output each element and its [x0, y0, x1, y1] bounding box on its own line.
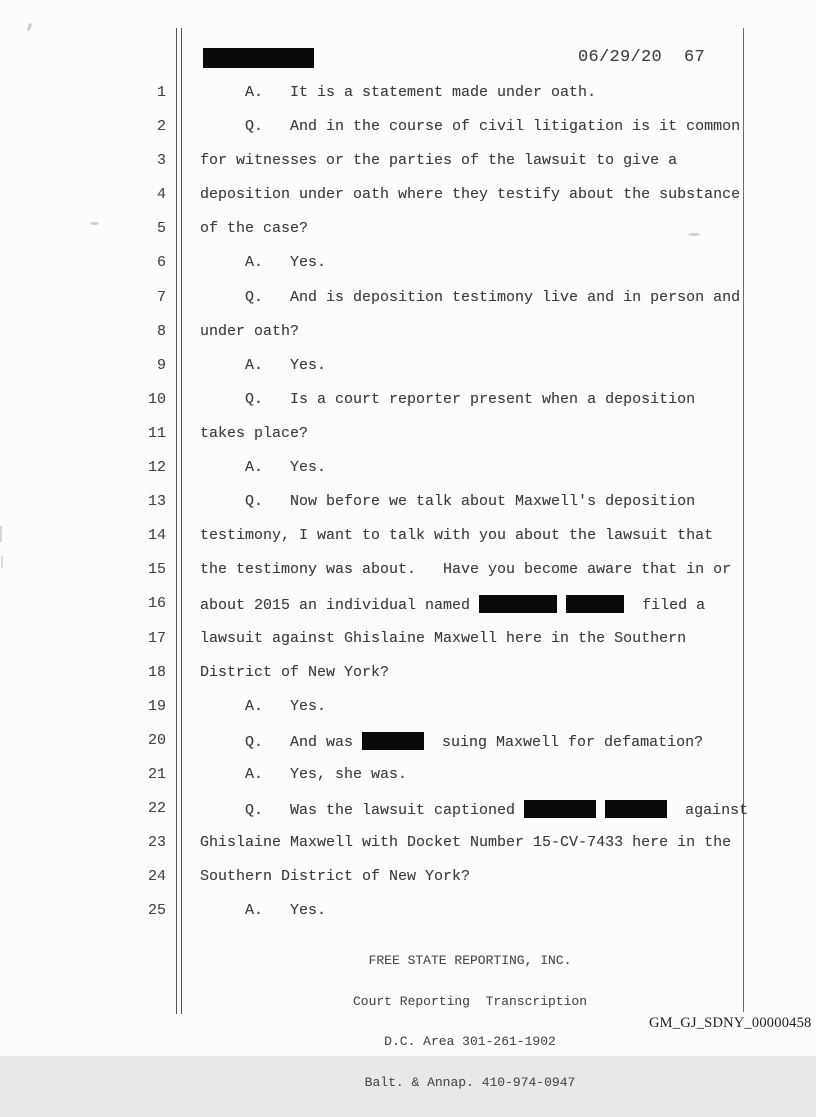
line-text: under oath?	[200, 322, 300, 340]
transcript-line	[0, 732, 816, 766]
transcript-line	[0, 425, 816, 459]
line-number: 5	[156, 220, 166, 238]
transcript-line	[0, 800, 816, 834]
redaction-bar	[362, 732, 424, 750]
footer-line: FREE STATE REPORTING, INC.	[368, 953, 572, 968]
redaction-bar	[605, 800, 667, 818]
transcript-line	[0, 868, 816, 902]
transcript-line	[0, 493, 816, 527]
line-text: Ghislaine Maxwell with Docket Number 15-CV-7433 here in the	[200, 834, 732, 852]
transcript-line	[0, 357, 816, 391]
transcript-line	[0, 630, 816, 664]
transcript-line	[0, 595, 816, 629]
line-text: District of New York?	[200, 663, 390, 681]
line-text: Q. Was the lawsuit captioned against	[200, 801, 749, 819]
line-number: 17	[147, 629, 166, 647]
header-meta	[578, 48, 705, 67]
footer-line: D.C. Area 301-261-1902	[384, 1034, 556, 1049]
transcript-line	[0, 459, 816, 493]
redaction-bar	[479, 595, 557, 613]
transcript-line	[0, 834, 816, 868]
line-text: A. Yes.	[200, 902, 327, 920]
line-text: lawsuit against Ghislaine Maxwell here in the Southern	[200, 629, 687, 647]
transcript-line	[0, 527, 816, 561]
line-number: 25	[147, 902, 166, 920]
transcript-body	[0, 84, 816, 936]
line-text: A. Yes.	[200, 356, 327, 374]
transcript-line	[0, 698, 816, 732]
line-number: 11	[147, 424, 166, 442]
line-number: 4	[156, 186, 166, 204]
line-number: 14	[147, 527, 166, 545]
transcript-line	[0, 664, 816, 698]
line-number: 15	[147, 561, 166, 579]
line-number: 16	[147, 595, 166, 613]
transcript-line	[0, 152, 816, 186]
line-number: 9	[156, 356, 166, 374]
line-text: about 2015 an individual named filed a	[200, 597, 706, 615]
line-text: deposition under oath where they testify about the substance	[200, 186, 741, 204]
line-text: Q. And was suing Maxwell for defamation?	[200, 733, 704, 751]
line-number: 6	[156, 254, 166, 272]
transcript-line	[0, 289, 816, 323]
line-text: Q. Is a court reporter present when a deposition	[200, 390, 696, 408]
line-text: A. It is a statement made under oath.	[200, 84, 597, 101]
line-number: 8	[156, 322, 166, 340]
header-page-number: 67	[684, 48, 706, 67]
line-number: 20	[147, 731, 166, 749]
transcript-line	[0, 391, 816, 425]
line-text: for witnesses or the parties of the lawsuit to give a	[200, 152, 678, 170]
line-number: 22	[147, 799, 166, 817]
redaction-bar-header	[203, 48, 314, 68]
scan-speck	[27, 23, 32, 32]
footer-line: Balt. & Annap. 410-974-0947	[364, 1074, 576, 1090]
transcript-line	[0, 220, 816, 254]
bates-number: GM_GJ_SDNY_00000458	[649, 1015, 812, 1031]
line-number: 18	[147, 663, 166, 681]
line-text: A. Yes, she was.	[200, 765, 408, 783]
line-number: 19	[147, 697, 166, 715]
transcript-line	[0, 766, 816, 800]
footer-line: Court Reporting Transcription	[352, 993, 588, 1009]
line-number: 2	[156, 118, 166, 136]
transcript-line	[0, 323, 816, 357]
transcript-line	[0, 254, 816, 288]
redaction-bar	[566, 595, 624, 613]
line-number: 1	[156, 84, 166, 101]
line-number: 23	[147, 834, 166, 852]
line-text: Q. Now before we talk about Maxwell's deposition	[200, 493, 696, 511]
transcript-line	[0, 118, 816, 152]
line-text: Q. And in the course of civil litigation is it common	[200, 118, 741, 136]
transcript-line	[0, 186, 816, 220]
line-text: of the case?	[200, 220, 309, 238]
line-number: 10	[147, 390, 166, 408]
line-text: A. Yes.	[200, 697, 327, 715]
line-text: A. Yes.	[200, 459, 327, 477]
line-number: 12	[147, 459, 166, 477]
line-text: takes place?	[200, 424, 309, 442]
line-number: 21	[147, 765, 166, 783]
line-text: A. Yes.	[200, 254, 327, 272]
transcript-line	[0, 84, 816, 118]
line-text: testimony, I want to talk with you about the lawsuit that	[200, 527, 714, 545]
line-text: the testimony was about. Have you become aware that in or	[200, 561, 732, 579]
line-number: 13	[147, 493, 166, 511]
line-number: 24	[147, 868, 166, 886]
line-text: Q. And is deposition testimony live and in person and	[200, 288, 741, 306]
header-date: 06/29/20	[578, 48, 663, 67]
line-number: 3	[156, 152, 166, 170]
line-number: 7	[156, 288, 166, 306]
line-text: Southern District of New York?	[200, 868, 471, 886]
redaction-bar	[524, 800, 596, 818]
transcript-line	[0, 561, 816, 595]
